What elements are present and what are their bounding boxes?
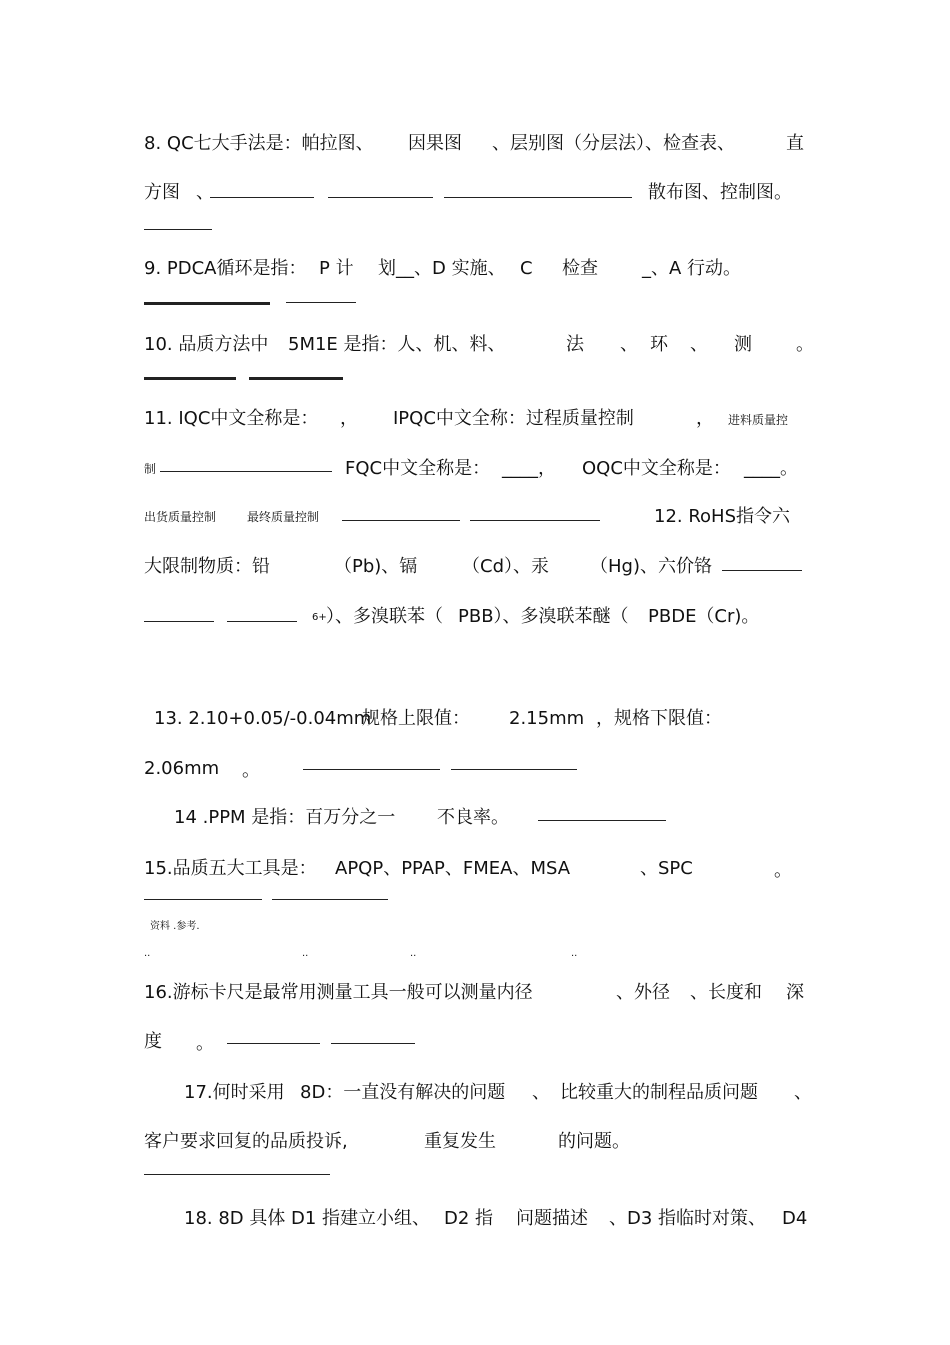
q12-text: （Pb)、镉 <box>334 556 418 577</box>
answer-blank <box>470 520 600 521</box>
q10-answer: 环 <box>650 334 668 355</box>
answer-blank <box>722 570 802 571</box>
answer-blank <box>538 820 666 821</box>
q16-answer: 、长度和 <box>690 982 762 1003</box>
q10-text: 。 <box>796 334 814 355</box>
q9-text: C <box>520 258 533 279</box>
q14-text: 14 .PPM 是指：百万分之一 <box>174 807 396 828</box>
q17-text: 的问题。 <box>558 1131 630 1152</box>
q17-answer: 客户要求回复的品质投诉, <box>144 1131 348 1152</box>
q8-text: 、层别图（分层法）、检查表、 <box>492 133 735 154</box>
q16-text: 16.游标卡尺是最常用测量工具一般可以测量内径 <box>144 982 533 1003</box>
q15-text: 15.品质五大工具是： <box>144 858 317 879</box>
q13-text: 。 <box>242 760 260 781</box>
q14-answer: 不良率。 <box>437 807 509 828</box>
page-footer-reference: 资料 .参考. <box>150 921 200 932</box>
q11-text: ， <box>340 408 358 429</box>
answer-blank <box>342 520 460 521</box>
q18-answer: 问题描述 <box>516 1208 588 1229</box>
answer-blank <box>160 471 332 472</box>
q12-text: PBDE（Cr)。 <box>648 606 760 627</box>
q9-answer: 检查 <box>562 258 598 279</box>
q9-text: 划__、D 实施、 <box>378 258 506 279</box>
answer-blank <box>286 302 356 303</box>
q13-answer: 2.15mm <box>509 708 585 729</box>
q17-text: 、 <box>794 1082 812 1103</box>
q17-text: 17.何时采用 <box>184 1082 285 1103</box>
q10-text: 5M1E 是指：人、机、料、 <box>288 334 506 355</box>
q16-answer: 、外径 <box>616 982 670 1003</box>
q18-text: 18. 8D 具体 <box>184 1208 286 1229</box>
q13-answer: 2.06mm <box>144 758 220 779</box>
q8-text: 、 <box>196 182 214 203</box>
answer-blank <box>144 229 212 230</box>
answer-blank <box>303 769 440 770</box>
q11-answer-small: 进料质量控 <box>728 413 789 427</box>
answer-blank <box>144 621 214 622</box>
q11-text: ____。 <box>744 458 798 479</box>
answer-blank <box>144 377 236 380</box>
q11-text: ____， <box>502 458 556 479</box>
q10-answer: 法 <box>566 334 584 355</box>
q8-text: 8. QC七大手法是：帕拉图、 <box>144 133 374 154</box>
q8-text: 方图 <box>144 182 180 203</box>
q8-answer-fishbone: 因果图 <box>408 133 462 154</box>
q12-text: PBB）、多溴联苯醚（ <box>458 606 629 627</box>
page-footer-dots: .. <box>144 948 151 959</box>
q10-answer: 测 <box>734 334 752 355</box>
q16-answer: 度 <box>144 1031 162 1052</box>
q10-text: 、 <box>690 334 708 355</box>
q18-text: D2 指 <box>444 1208 494 1229</box>
q17-answer: 重复发生 <box>424 1131 496 1152</box>
q16-text: 。 <box>196 1033 214 1054</box>
q18-text: 、D3 指临时对策、 <box>609 1208 767 1229</box>
answer-blank <box>328 197 433 198</box>
q10-text: 、 <box>620 334 638 355</box>
answer-blank <box>227 621 297 622</box>
answer-blank <box>249 377 343 380</box>
q18-text: D4 <box>782 1208 808 1229</box>
q11-text: OQC中文全称是： <box>582 458 731 479</box>
q11-text: 11. IQC中文全称是： <box>144 408 319 429</box>
answer-blank <box>227 1043 320 1044</box>
answer-blank <box>331 1043 415 1044</box>
q17-answer: 比较重大的制程品质问题 <box>560 1082 758 1103</box>
q16-answer: 深 <box>786 982 804 1003</box>
q12-text: （Hg)、六价铬 <box>590 556 712 577</box>
q11-answer-small: 制 <box>144 462 157 476</box>
q13-text: 13. 2.10+0.05/-0.04mm <box>154 708 372 729</box>
q17-answer: 8D：一直没有解决的问题 <box>300 1082 506 1103</box>
q11-text: FQC中文全称是： <box>345 458 491 479</box>
q11-answer-small: 出货质量控制 <box>144 510 217 524</box>
q8-text: 直 <box>786 133 804 154</box>
answer-blank <box>144 1174 330 1175</box>
answer-blank <box>451 769 577 770</box>
q12-text: 12. RoHS指令六 <box>654 506 791 527</box>
q15-answer: 、SPC <box>640 858 693 879</box>
q18-text: D1 指建立小组、 <box>291 1208 431 1229</box>
q12-text: 大限制物质：铅 <box>144 556 270 577</box>
q9-text: 9. PDCA循环是指： <box>144 258 307 279</box>
page-footer-dots: .. <box>410 948 417 959</box>
q9-text: _、A 行动。 <box>642 258 742 279</box>
answer-blank <box>444 197 632 198</box>
q11-answer: IPQC中文全称：过程质量控制 <box>393 408 634 429</box>
q13-text: ，规格下限值： <box>596 708 722 729</box>
q15-text: 。 <box>774 860 792 881</box>
q12-text: ）、多溴联苯（ <box>326 606 443 627</box>
q15-answer: APQP、PPAP、FMEA、MSA <box>335 858 571 879</box>
q9-answer: P 计 <box>319 258 354 279</box>
q12-text: （Cd）、汞 <box>462 556 549 577</box>
page-footer-dots: .. <box>571 948 578 959</box>
q10-text: 10. 品质方法中 <box>144 334 269 355</box>
answer-blank <box>210 197 314 198</box>
answer-blank <box>144 302 270 305</box>
q8-text: 散布图、控制图。 <box>648 182 792 203</box>
answer-blank <box>272 899 388 900</box>
q17-text: 、 <box>532 1082 550 1103</box>
q12-superscript: 6+ <box>312 612 327 623</box>
q11-answer-small: 最终质量控制 <box>247 510 320 524</box>
answer-blank <box>144 899 262 900</box>
q13-text: 规格上限值： <box>362 708 470 729</box>
q11-text: ， <box>696 408 714 429</box>
page-footer-dots: .. <box>302 948 309 959</box>
